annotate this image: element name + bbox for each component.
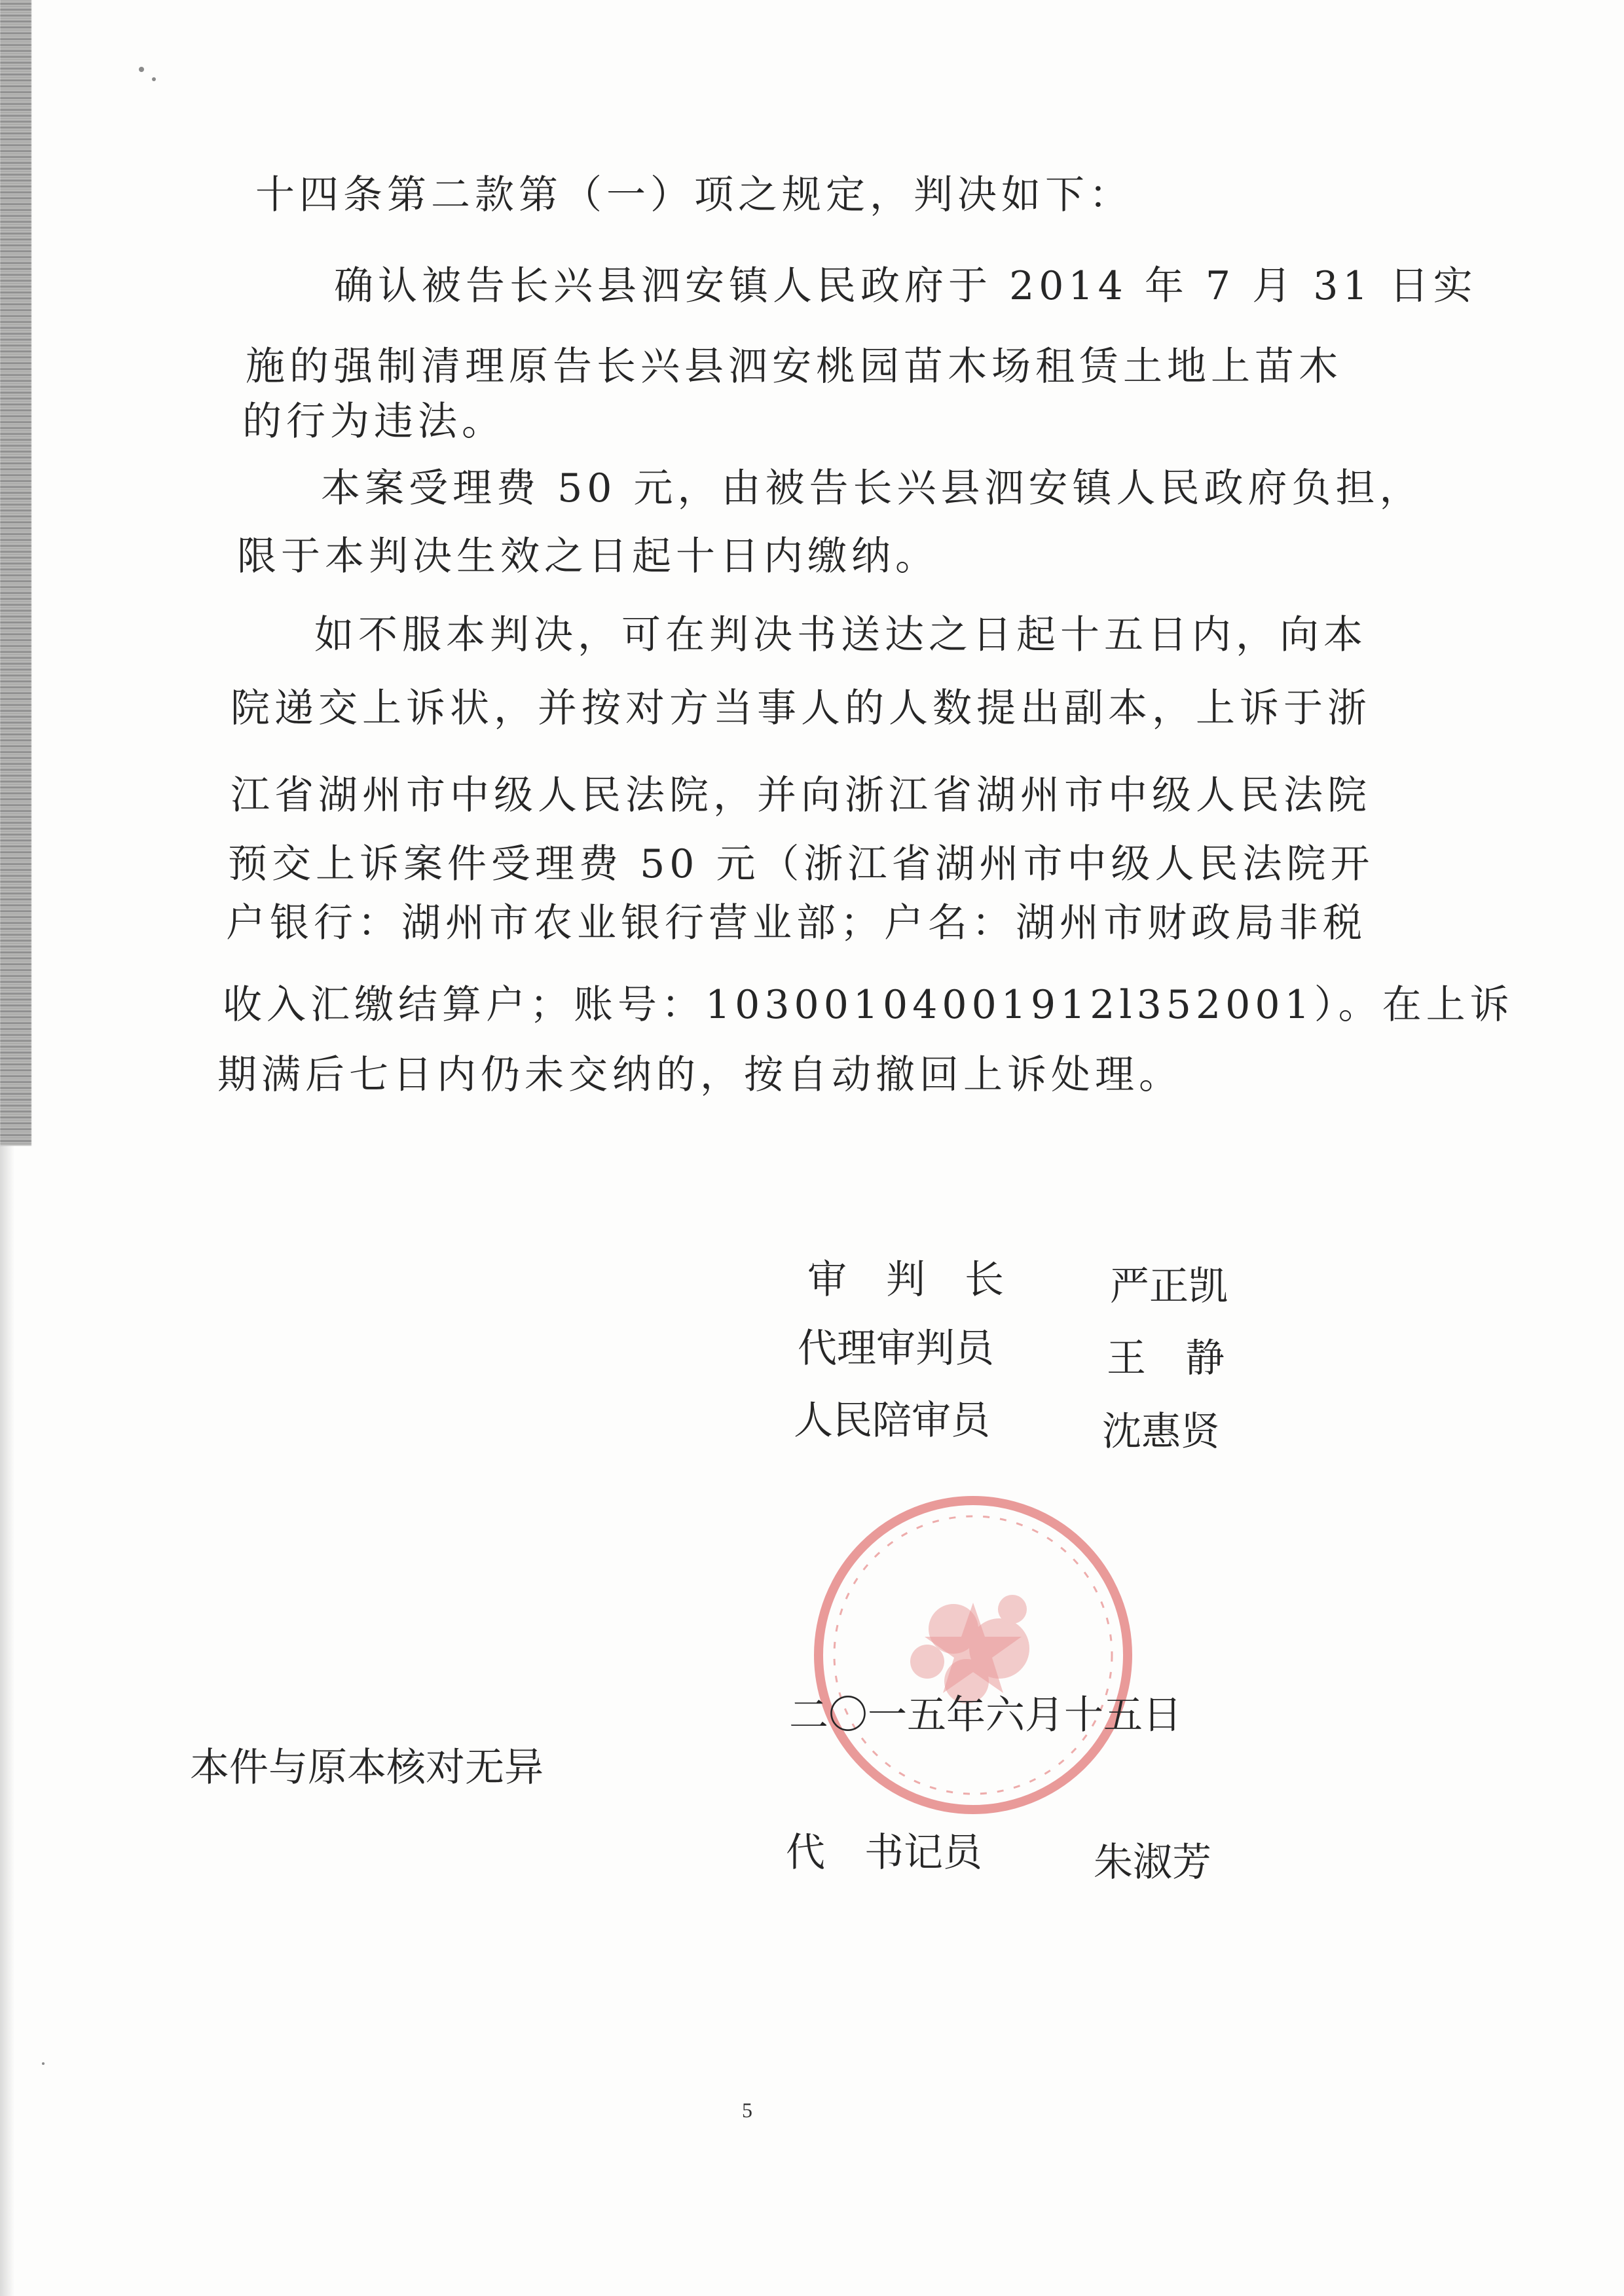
scan-edge-shadow bbox=[0, 1146, 14, 2296]
body-line: 施的强制清理原告长兴县泗安桃园苗木场租赁土地上苗木 bbox=[246, 344, 1342, 390]
signature-role: 代理审判员 bbox=[798, 1326, 994, 1372]
body-line: 江省湖州市中级人民法院，并向浙江省湖州市中级人民法院 bbox=[231, 773, 1371, 818]
body-line: 期满后七日内仍未交纳的，按自动撤回上诉处理。 bbox=[217, 1052, 1183, 1098]
body-line: 的行为违法。 bbox=[242, 399, 506, 445]
signature-name: 严正凯 bbox=[1110, 1264, 1228, 1309]
signature-role: 人民陪审员 bbox=[794, 1398, 990, 1444]
body-line: 本案受理费 50 元，由被告长兴县泗安镇人民政府负担， bbox=[321, 465, 1424, 511]
scan-edge-artifact bbox=[0, 0, 31, 1146]
scan-speck bbox=[42, 2062, 45, 2065]
clerk-role: 代 书记员 bbox=[786, 1830, 982, 1876]
body-line: 预交上诉案件受理费 50 元（浙江省湖州市中级人民法院开 bbox=[228, 841, 1375, 887]
scan-speck bbox=[152, 77, 156, 81]
body-line: 收入汇缴结算户；账号：10300104001912l352001）。在上诉 bbox=[223, 982, 1514, 1028]
body-line: 如不服本判决，可在判决书送达之日起十五日内，向本 bbox=[314, 612, 1367, 658]
signature-name: 沈惠贤 bbox=[1102, 1409, 1220, 1455]
body-line: 确认被告长兴县泗安镇人民政府于 2014 年 7 月 31 日实 bbox=[334, 263, 1477, 309]
body-line: 十四条第二款第（一）项之规定，判决如下： bbox=[255, 172, 1133, 218]
signature-role: 审 判 长 bbox=[807, 1257, 1004, 1303]
body-line: 院递交上诉状，并按对方当事人的人数提出副本，上诉于浙 bbox=[231, 685, 1371, 731]
clerk-name: 朱淑芳 bbox=[1094, 1840, 1211, 1886]
body-line: 限于本判决生效之日起十日内缴纳。 bbox=[237, 534, 939, 579]
signature-name: 王 静 bbox=[1107, 1336, 1225, 1381]
certification-note: 本件与原本核对无异 bbox=[190, 1745, 544, 1791]
body-line: 户银行：湖州市农业银行营业部；户名：湖州市财政局非税 bbox=[226, 900, 1367, 946]
court-seal-stamp bbox=[803, 1485, 1143, 1825]
scan-speck bbox=[139, 67, 144, 72]
page-number: 5 bbox=[742, 2098, 752, 2122]
judgment-date: 二〇一五年六月十五日 bbox=[789, 1692, 1182, 1738]
